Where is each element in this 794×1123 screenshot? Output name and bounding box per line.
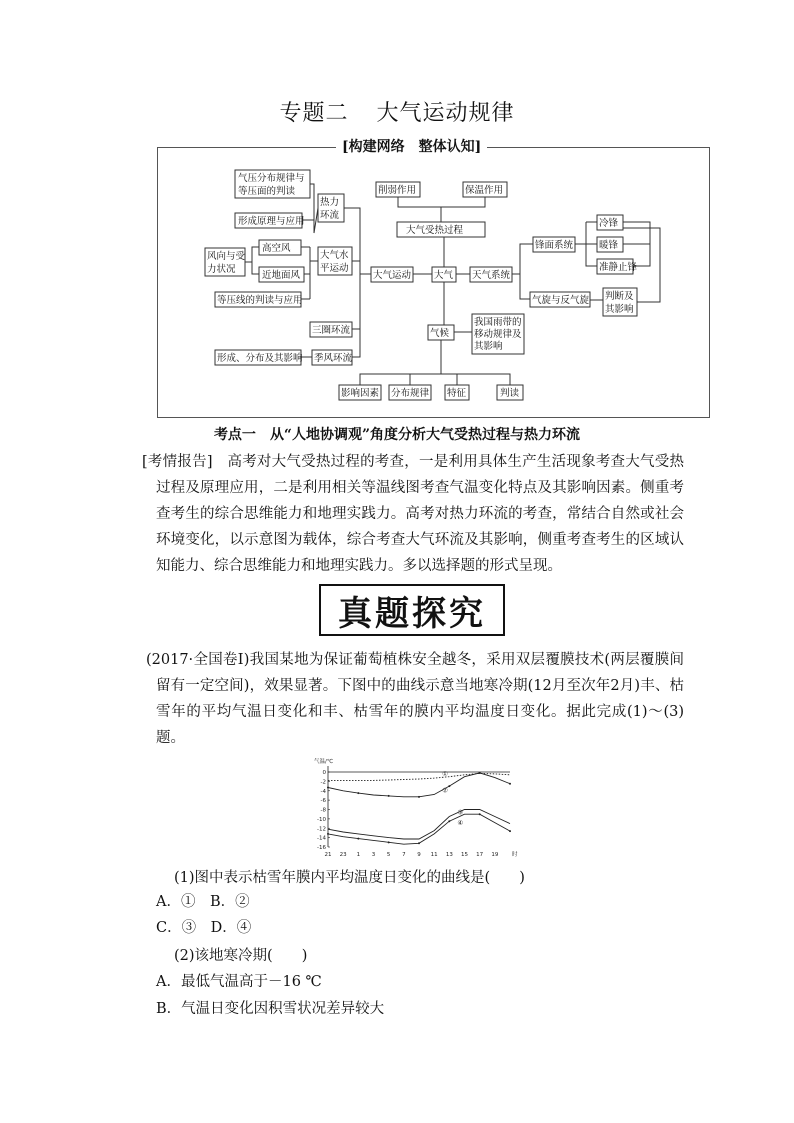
y-tick-label: -12 (317, 826, 326, 833)
node-dengya: 等压线的判读与应用 (217, 295, 303, 306)
series-point (418, 842, 420, 844)
x-tick-label: 5 (386, 852, 391, 858)
node-jifeng: 季风环流 (314, 353, 353, 364)
node-tianqi: 天气系统 (472, 270, 511, 281)
x-tick-label: 15 (461, 852, 468, 858)
node-yudai: 我国雨带的 (474, 317, 522, 328)
section-banner: 真题探究 (319, 584, 505, 636)
question-2: (2)该地寒冷期( ) (174, 948, 308, 964)
series-point (448, 785, 450, 787)
node-shuiping: 大气水 (320, 250, 349, 261)
node-panduan: 判断及 (605, 291, 634, 302)
node-shuiping2: 平运动 (320, 263, 349, 274)
kaodian-text: 从“人地协调观”角度分析大气受热过程与热力环流 (269, 427, 581, 443)
series-point (357, 838, 359, 840)
y-tick-label: -8 (320, 807, 326, 814)
series-point (509, 783, 511, 785)
question-1-options-cd: C．③ D．④ (156, 920, 252, 936)
series-point (479, 813, 481, 815)
node-pandu: 判读 (500, 388, 520, 399)
y-tick-label: -14 (317, 835, 326, 842)
series-line-2 (328, 773, 510, 797)
series-point (327, 833, 329, 835)
x-tick-label: 17 (476, 852, 484, 858)
node-shoure: 大气受热过程 (406, 225, 464, 236)
y-axis-label: 气温/℃ (314, 759, 334, 765)
series-point (509, 830, 511, 832)
node-fengxiang2: 力状况 (207, 264, 236, 275)
series-point (388, 795, 390, 797)
series-point (388, 841, 390, 843)
node-jindi: 近地面风 (262, 270, 301, 281)
kaodian-heading (0, 424, 794, 444)
series-line-4 (328, 814, 510, 844)
y-tick-label: -4 (320, 788, 326, 795)
series-point (327, 786, 329, 788)
y-tick-label: -10 (317, 816, 326, 823)
network-connectors (205, 170, 660, 400)
caption-left: [构建网络 (342, 139, 405, 155)
node-qixuan: 气旋与反气旋 (532, 295, 590, 306)
node-fenbu: 分布规律 (391, 388, 430, 399)
title-part1: 专题二 (279, 101, 349, 126)
x-tick-label: 13 (445, 852, 453, 858)
node-yundong: 大气运动 (373, 270, 412, 281)
caption-right: 整体认知] (418, 139, 482, 155)
node-xueruo: 削弱作用 (378, 185, 417, 196)
x-tick-label: 3 (371, 852, 376, 858)
node-qiya2: 等压面的判读 (238, 186, 296, 197)
report-paragraph: [考情报告] 高考对大气受热过程的考查，一是利用具体生产生活现象考查大气受热过程及原理应用，二是利用相关等温线图考查气温变化特点及其影响因素。侧重考查考生的综合思维能力和地理实践力。高考对热力环流的考查，常结合自然或社会环境变化，以示意图为载体，综合考查大气环流及其影响，侧重考查考生的区域认知能力、综合思维能力和地理实践力。多以选择题的形式呈现。 (142, 454, 684, 574)
x-tick-label: 1 (356, 852, 361, 858)
node-yudai2: 移动规律及 (474, 329, 522, 340)
series-label-2: ② (442, 786, 448, 795)
node-gaokong: 高空风 (262, 243, 291, 254)
y-tick-label: -2 (320, 779, 326, 786)
network-diagram (0, 0, 794, 430)
node-baowen: 保温作用 (465, 185, 504, 196)
x-tick-label: 23 (339, 852, 347, 858)
question-2-option-b: B．气温日变化因积雪状况差异较大 (156, 1001, 385, 1017)
question-intro: (2017·全国卷Ⅰ)我国某地为保证葡萄植株安全越冬，采用双层覆膜技术(两层覆膜间留有一定空间)，效果显著。下图中的曲线示意当地寒冷期(12月至次年2月)丰、枯雪年的平均气温日变化和丰、枯雪年的膜内平均温度日变化。据此完成(1)～(3)题。 (146, 652, 684, 746)
node-lengfeng: 冷锋 (599, 218, 619, 229)
series-label-4: ④ (457, 819, 464, 828)
x-tick-label: 11 (430, 852, 438, 858)
temperature-chart (308, 755, 520, 861)
node-xingcheng: 形成原理与应用 (238, 216, 305, 227)
title-part2: 大气运动规律 (376, 101, 515, 126)
question-1-options-ab: A．① B．② (156, 894, 250, 910)
node-qiya: 气压分布规律与 (238, 173, 305, 184)
node-tezheng: 特征 (447, 388, 467, 399)
series-point (448, 820, 450, 822)
x-axis-label: 时 (512, 852, 518, 858)
x-tick-label: 9 (417, 852, 421, 858)
series-line-3 (328, 810, 510, 840)
y-tick-label: 0 (322, 770, 326, 776)
node-yudai3: 其影响 (474, 341, 503, 352)
node-yingxiang: 影响因素 (341, 388, 380, 399)
y-tick-label: -16 (317, 845, 326, 851)
question-2-option-a: A．最低气温高于－16 ℃ (156, 974, 322, 990)
node-rere: 热力 (320, 197, 340, 208)
node-zhunjing: 准静止锋 (599, 262, 638, 273)
node-daqi: 大气 (434, 270, 454, 281)
node-rere2: 环流 (320, 210, 340, 221)
x-tick-label: 19 (491, 852, 499, 858)
series-point (418, 796, 420, 798)
series-line-1 (328, 773, 510, 780)
node-qihou: 气候 (430, 328, 450, 339)
node-panduan2: 其影响 (605, 304, 634, 315)
question-1: (1)图中表示枯雪年膜内平均温度日变化的曲线是( ) (174, 870, 525, 886)
node-fengmian: 锋面系统 (535, 240, 574, 251)
series-point (479, 772, 481, 774)
node-xingcheng-fenbu: 形成、分布及其影响 (217, 353, 303, 364)
node-fengxiang: 风向与受 (207, 251, 246, 262)
x-tick-label: 7 (402, 852, 406, 858)
y-tick-label: -6 (320, 798, 326, 805)
kaodian-label: 考点一 (213, 427, 256, 443)
series-label-1: ① (442, 770, 448, 779)
node-nuanfeng: 暖锋 (599, 240, 619, 251)
node-sanquan: 三圈环流 (312, 325, 351, 336)
series-label-3: ③ (457, 808, 464, 817)
series-point (357, 792, 359, 794)
x-tick-label: 21 (324, 852, 332, 858)
